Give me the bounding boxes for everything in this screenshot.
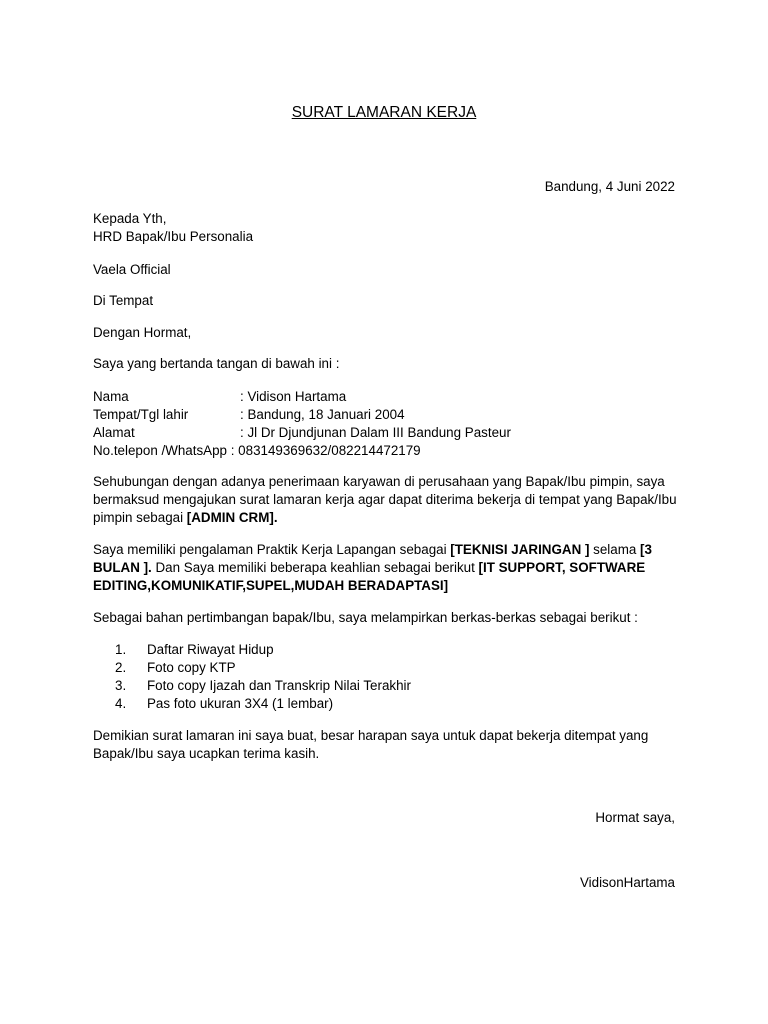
- letter-date: Bandung, 4 Juni 2022: [544, 179, 675, 194]
- recipient-company: Vaela Official: [93, 262, 171, 277]
- list-item: [115, 695, 333, 713]
- signoff: Hormat saya,: [595, 810, 675, 825]
- list-text: Daftar Riwayat Hidup: [147, 642, 274, 657]
- paragraph-application-text: Sehubungan dengan adanya penerimaan karyawan di perusahaan yang Bapak/Ibu pimpin, saya bermaksud mengajukan surat lamaran kerja agar dapat diterima bekerja di tempat yang Bapak/Ibu pimpin sebagai: [93, 474, 677, 525]
- list-text: Foto copy KTP: [147, 660, 236, 675]
- skills-list: [IT SUPPORT, SOFTWARE EDITING,KOMUNIKATIF,SUPEL,MUDAH BERADAPTASI]: [93, 560, 646, 593]
- list-item: [115, 641, 274, 659]
- internship-role: [TEKNISI JARINGAN ]: [450, 542, 590, 557]
- list-item: [115, 659, 236, 677]
- experience-text: Saya memiliki pengalaman Praktik Kerja Lapangan sebagai: [93, 542, 451, 557]
- list-text: Pas foto ukuran 3X4 (1 lembar): [147, 696, 334, 711]
- identity-label: Nama: [93, 389, 129, 404]
- identity-label: Alamat: [93, 425, 135, 440]
- identity-value: : Bandung, 18 Januari 2004: [240, 407, 405, 422]
- experience-text: selama: [589, 542, 641, 557]
- list-number: 1.: [115, 642, 127, 657]
- identity-value: : Jl Dr Djundjunan Dalam III Bandung Pasteur: [240, 425, 511, 440]
- list-item: [115, 677, 411, 695]
- letter-title: SURAT LAMARAN KERJA: [291, 104, 477, 121]
- list-number: 3.: [115, 678, 127, 693]
- closing-paragraph: Demikian surat lamaran ini saya buat, besar harapan saya untuk dapat bekerja ditempat yang Bapak/Ibu saya ucapkan terima kasih.: [93, 728, 649, 761]
- internship-duration: [3 BULAN ].: [93, 542, 652, 575]
- paragraph-application: [93, 473, 683, 527]
- identity-value: : 083149369632/082214472179: [230, 443, 421, 458]
- experience-text: Dan Saya memiliki beberapa keahlian sebagai berikut: [151, 560, 479, 575]
- identity-row: [93, 424, 511, 442]
- greeting: Dengan Hormat,: [93, 325, 192, 340]
- identity-row: [93, 442, 421, 460]
- signature-name: VidisonHartama: [579, 875, 675, 890]
- identity-row: [93, 406, 405, 424]
- list-number: 2.: [115, 660, 127, 675]
- list-text: Foto copy Ijazah dan Transkrip Nilai Terakhir: [147, 678, 411, 693]
- recipient-line-2: HRD Bapak/Ibu Personalia: [93, 229, 254, 244]
- identity-row: [93, 388, 346, 406]
- list-number: 4.: [115, 696, 127, 711]
- attachments-intro: Sebagai bahan pertimbangan bapak/Ibu, saya melampirkan berkas-berkas sebagai berikut :: [93, 610, 638, 625]
- identity-value: : Vidison Hartama: [240, 389, 347, 404]
- recipient-place: Di Tempat: [93, 293, 154, 308]
- paragraph-experience: [93, 541, 683, 595]
- identity-label: No.telepon /WhatsApp: [93, 443, 227, 458]
- intro-text: Saya yang bertanda tangan di bawah ini :: [93, 356, 340, 371]
- position-applied: [ADMIN CRM].: [186, 510, 278, 525]
- recipient-line-1: Kepada Yth,: [93, 211, 167, 226]
- identity-label: Tempat/Tgl lahir: [93, 407, 189, 422]
